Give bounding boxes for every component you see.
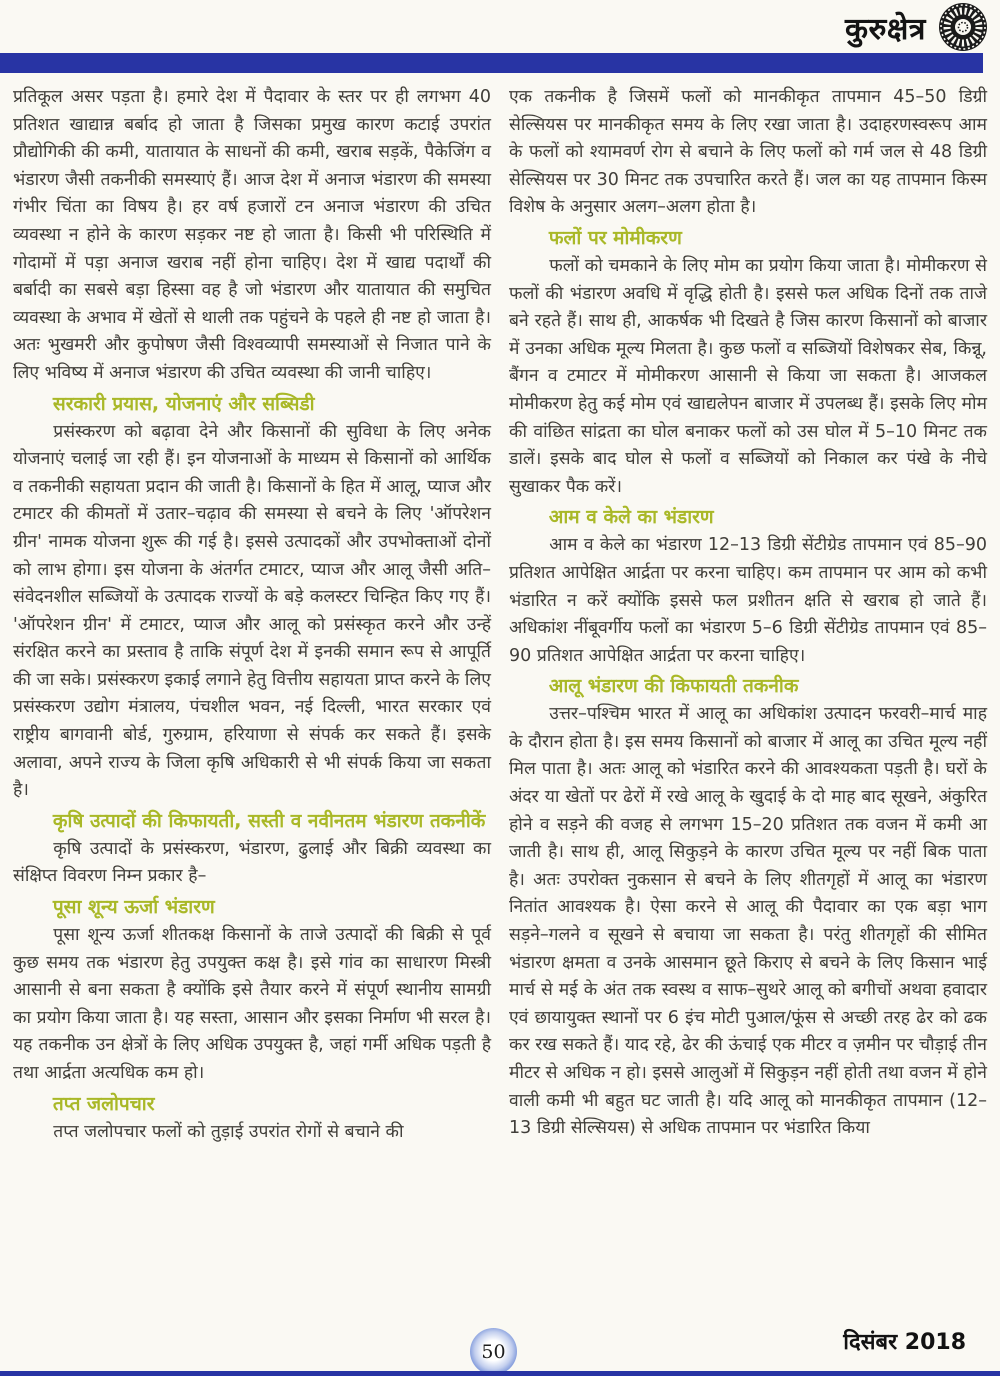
body-paragraph: उत्तर–पश्चिम भारत में आलू का अधिकांश उत्पादन फरवरी–मार्च माह के दौरान होता है। इस समय किसानों को बाजार में आलू का उचित मूल्य नहीं मिल पाता है। अतः आलू को भंडारित करने की आवश्यकता पड़ती है। घरों के अंदर या खेतों पर ढेरों में रखे आलू के खुदाई के दो माह बाद सूखने, अंकुरित होने व सड़ने की वजह से लगभग 15–20 प्रतिशत तक वजन में कमी आ जाती है। साथ ही, आलू सिकुड़ने के कारण उचित मूल्य पर नहीं बिक पाता है। अतः उपरोक्त नुकसान से बचने के लिए शीतगृहों में आलू का भंडारण नितांत आवश्यक है। ऐसा करने से आलू की पैदावार का एक बड़ा भाग सड़ने–गलने व सूखने से बचाया जा सकता है। परंतु शीतगृहों की सीमित भंडारण क्षमता व उनके आसमान छूते किराए से बचने के लिए किसान भाई मार्च से मई के अंत तक स्वस्थ व साफ–सुथरे आलू को बगीचों अथवा हवादार एवं छायायुक्त स्थानों पर 6 इंच मोटी पुआल/फूंस से अच्छी तरह ढेर को ढक कर रख सकते हैं। याद रहे, ढेर की ऊंचाई एक मीटर व ज़मीन पर चौड़ाई तीन मीटर से अधिक न हो। इससे आलुओं में सिकुड़न नहीं होती तथा वजन में होने वाली कमी भी बहुत घट जाती है। यदि आलू को मानकीकृत तापमान (12–13 डिग्री सेल्सियस) से अधिक तापमान पर भंडारित किया: [509, 704, 987, 1139]
section-heading: फलों पर मोमीकरण: [548, 226, 682, 249]
page-number: 50: [481, 1340, 506, 1363]
body-paragraph: कृषि उत्पादों के प्रसंस्करण, भंडारण, ढुलाई और बिक्री व्यवस्था का संक्षिप्त विवरण निम्न प्रकार है–: [13, 838, 491, 887]
magazine-title: कुरुक्षेत्र: [844, 11, 926, 47]
masthead: [845, 2, 988, 52]
body-paragraph: एक तकनीक है जिसमें फलों को मानकीकृत तापमान 45–50 डिग्री सेल्सियस पर मानकीकृत समय के लिए रखा जाता है। उदाहरणस्वरूप आम के फलों को श्यामवर्ण रोग से बचाने के लिए फलों को गर्म जल से 48 डिग्री सेल्सियस पर 30 मिनट तक उपचारित करते हैं। जल का यह तापमान किस्म विशेष के अनुसार अलग–अलग होता है।: [509, 87, 987, 218]
section-heading: आम व केले का भंडारण: [548, 506, 714, 529]
body-paragraph: पूसा शून्य ऊर्जा शीतकक्ष किसानों के ताजे उत्पादों की बिक्री से पूर्व कुछ समय तक भंडारण हेतु उपयुक्त कक्ष है। इसे गांव का साधारण मिस्त्री आसानी से बना सकता है क्योंकि इसे तैयार करने में संपूर्ण स्थानीय सामग्री का प्रयोग किया जाता है। यह सस्ता, आसान और इसका निर्माण भी सरल है। यह तकनीक उन क्षेत्रों के लिए अधिक उपयुक्त है, जहां गर्मी अधिक पड़ती है तथा आर्द्रता अत्यधिक कम हो।: [13, 925, 491, 1083]
page-number-badge: [470, 1328, 517, 1375]
body-paragraph: आम व केले का भंडारण 12–13 डिग्री सेंटीग्रेड तापमान एवं 85–90 प्रतिशत आपेक्षित आर्द्रता पर करना चाहिए। कम तापमान पर आम को कभी भंडारित न करें क्योंकि इससे फल प्रशीतन क्षति से खराब हो जाते हैं। अधिकांश नींबूवर्गीय फलों का भंडारण 5–6 डिग्री सेंटीग्रेड तापमान एवं 85–90 प्रतिशत आपेक्षित आर्द्रता पर करना चाहिए।: [509, 535, 987, 666]
right-column: [509, 84, 987, 1146]
body-paragraph: फलों को चमकाने के लिए मोम का प्रयोग किया जाता है। मोमीकरण से फलों की भंडारण अवधि में वृद्धि होती है। इससे फल अधिक दिनों तक ताजे बने रहते हैं। साथ ही, आकर्षक भी दिखते है जिस कारण किसानों को बाजार में उनका अधिक मूल्य मिलता है। कुछ फलों व सब्जियों विशेषकर सेब, किन्नू, बैंगन व टमाटर में मोमीकरण आसानी से किया जा सकता है। आजकल मोमीकरण हेतु कई मोम एवं खाद्यलेपन बाजार में उपलब्ध हैं। इसके लिए मोम की वांछित सांद्रता का घोल बनाकर फलों को उस घोल में 5–10 मिनट तक डालें। इसके बाद घोल से फलों व सब्जियों को निकाल कर पंखे के नीचे सुखाकर पैक करें।: [509, 255, 987, 497]
section-heading: पूसा शून्य ऊर्जा भंडारण: [52, 896, 215, 919]
top-divider-bar: [0, 53, 983, 73]
bottom-divider-bar: [0, 1371, 1000, 1376]
section-heading: तप्त जलोपचार: [52, 1092, 155, 1115]
section-heading: आलू भंडारण की किफायती तकनीक: [548, 675, 799, 698]
section-heading: कृषि उत्पादों की किफायती, सस्ती व नवीनतम भंडारण तकनीकें: [52, 809, 486, 832]
kurukshetra-mandala-emblem-icon: [938, 2, 988, 52]
section-heading: सरकारी प्रयास, योजनाएं और सब्सिडी: [52, 392, 315, 415]
left-column: [13, 84, 491, 1146]
body-paragraph: तप्त जलोपचार फलों को तुड़ाई उपरांत रोगों से बचाने की: [53, 1121, 404, 1142]
issue-date: दिसंबर 2018: [843, 1330, 966, 1355]
article-body: [13, 84, 987, 1146]
body-paragraph: प्रतिकूल असर पड़ता है। हमारे देश में पैदावार के स्तर पर ही लगभग 40 प्रतिशत खाद्यान्न बर्बाद हो जाता है जिसका प्रमुख कारण कटाई उपरांत प्रौद्योगिकी की कमी, यातायात के साधनों की कमी, खराब सड़कें, पैकेजिंग व भंडारण जैसी तकनीकी समस्याएं हैं। आज देश में अनाज भंडारण की समस्या गंभीर चिंता का विषय है। हर वर्ष हजारों टन अनाज भंडारण की उचित व्यवस्था न होने के कारण सड़कर नष्ट हो जाता है। किसी भी परिस्थिति में गोदामों में पड़ा अनाज खराब नहीं होना चाहिए। देश में खाद्य पदार्थों की बर्बादी का सबसे बड़ा हिस्सा वह है जो भंडारण और यातायात की समुचित व्यवस्था के अभाव में खेतों से थाली तक पहुंचने के पहले ही नष्ट हो जाता है। अतः भुखमरी और कुपोषण जैसी विश्वव्यापी समस्याओं से निजात पाने के लिए भविष्य में अनाज भंडारण की उचित व्यवस्था की जानी चाहिए।: [13, 87, 491, 383]
body-paragraph: प्रसंस्करण को बढ़ावा देने और किसानों की सुविधा के लिए अनेक योजनाएं चलाई जा रही हैं। इन योजनाओं के माध्यम से किसानों को आर्थिक व तकनीकी सहायता प्रदान की जाती है। किसानों के हित में आलू, प्याज और टमाटर की कीमतों में उतार–चढ़ाव की समस्या से बचने के लिए 'ऑपरेशन ग्रीन' नामक योजना शुरू की गई है। इससे उत्पादकों और उपभोक्ताओं दोनों को लाभ होगा। इस योजना के अंतर्गत टमाटर, प्याज और आलू जैसी अति–संवेदनशील सब्जियों के उत्पादक राज्यों के बड़े कलस्टर चिन्हित किए गए हैं। 'ऑपरेशन ग्रीन' में टमाटर, प्याज और आलू को प्रसंस्कृत करने और उन्हें संरक्षित करने का प्रस्ताव है ताकि संपूर्ण देश में इनकी समान रूप से आपूर्ति की जा सके। प्रसंस्करण इकाई लगाने हेतु वित्तीय सहायता प्राप्त करने के लिए प्रसंस्करण उद्योग मंत्रालय, पंचशील भवन, नई दिल्ली, भारत सरकार एवं राष्ट्रीय बागवानी बोर्ड, गुरुग्राम, हरियाणा से संपर्क कर सकते हैं। इसके अलावा, अपने राज्य के जिला कृषि अधिकारी से भी संपर्क किया जा सकता है।: [13, 421, 491, 801]
